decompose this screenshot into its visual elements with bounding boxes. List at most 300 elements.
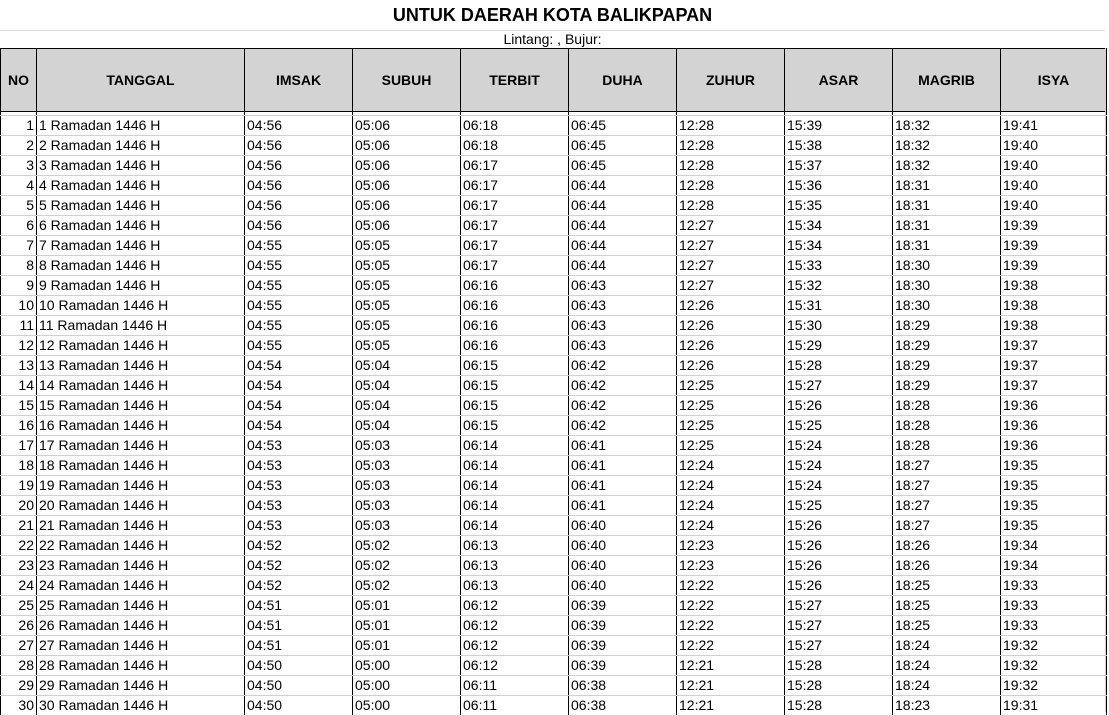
cell-no[interactable]: 14 — [1, 376, 37, 396]
cell-duha[interactable]: 06:44 — [569, 176, 677, 196]
cell-subuh[interactable]: 05:04 — [353, 416, 461, 436]
cell-isya[interactable]: 19:40 — [1001, 196, 1107, 216]
cell-duha[interactable]: 06:43 — [569, 296, 677, 316]
cell-zuhur[interactable]: 12:21 — [677, 676, 785, 696]
cell-subuh[interactable]: 05:04 — [353, 396, 461, 416]
cell-duha[interactable]: 06:38 — [569, 696, 677, 716]
cell-isya[interactable]: 19:40 — [1001, 176, 1107, 196]
cell-magrib[interactable]: 18:25 — [893, 596, 1001, 616]
cell-imsak[interactable]: 04:54 — [245, 396, 353, 416]
cell-tanggal[interactable]: 26 Ramadan 1446 H — [37, 616, 245, 636]
cell-tanggal[interactable]: 2 Ramadan 1446 H — [37, 136, 245, 156]
cell-terbit[interactable]: 06:17 — [461, 196, 569, 216]
cell-subuh[interactable]: 05:01 — [353, 596, 461, 616]
cell-zuhur[interactable]: 12:22 — [677, 636, 785, 656]
cell-magrib[interactable]: 18:31 — [893, 216, 1001, 236]
cell-subuh[interactable]: 05:04 — [353, 356, 461, 376]
cell-asar[interactable]: 15:27 — [785, 376, 893, 396]
cell-isya[interactable]: 19:32 — [1001, 656, 1107, 676]
cell-isya[interactable]: 19:38 — [1001, 296, 1107, 316]
cell-duha[interactable]: 06:41 — [569, 476, 677, 496]
cell-terbit[interactable]: 06:14 — [461, 496, 569, 516]
cell-imsak[interactable]: 04:55 — [245, 316, 353, 336]
cell-isya[interactable]: 19:32 — [1001, 676, 1107, 696]
cell-tanggal[interactable]: 30 Ramadan 1446 H — [37, 696, 245, 716]
cell-imsak[interactable]: 04:56 — [245, 196, 353, 216]
cell-imsak[interactable]: 04:53 — [245, 476, 353, 496]
cell-no[interactable]: 17 — [1, 436, 37, 456]
cell-tanggal[interactable]: 24 Ramadan 1446 H — [37, 576, 245, 596]
cell-duha[interactable]: 06:43 — [569, 316, 677, 336]
cell-tanggal[interactable]: 22 Ramadan 1446 H — [37, 536, 245, 556]
cell-asar[interactable]: 15:28 — [785, 676, 893, 696]
cell-subuh[interactable]: 05:00 — [353, 676, 461, 696]
cell-no[interactable]: 16 — [1, 416, 37, 436]
cell-terbit[interactable]: 06:13 — [461, 536, 569, 556]
header-subuh[interactable]: SUBUH — [353, 49, 461, 112]
cell-imsak[interactable]: 04:53 — [245, 516, 353, 536]
cell-terbit[interactable]: 06:18 — [461, 136, 569, 156]
cell-asar[interactable]: 15:32 — [785, 276, 893, 296]
cell-subuh[interactable]: 05:05 — [353, 296, 461, 316]
cell-tanggal[interactable]: 5 Ramadan 1446 H — [37, 196, 245, 216]
cell-duha[interactable]: 06:39 — [569, 636, 677, 656]
cell-zuhur[interactable]: 12:22 — [677, 596, 785, 616]
cell-tanggal[interactable]: 3 Ramadan 1446 H — [37, 156, 245, 176]
cell-duha[interactable]: 06:39 — [569, 596, 677, 616]
cell-tanggal[interactable]: 9 Ramadan 1446 H — [37, 276, 245, 296]
cell-subuh[interactable]: 05:01 — [353, 636, 461, 656]
cell-tanggal[interactable]: 20 Ramadan 1446 H — [37, 496, 245, 516]
cell-isya[interactable]: 19:34 — [1001, 536, 1107, 556]
cell-duha[interactable]: 06:42 — [569, 396, 677, 416]
cell-tanggal[interactable]: 28 Ramadan 1446 H — [37, 656, 245, 676]
cell-imsak[interactable]: 04:53 — [245, 456, 353, 476]
cell-subuh[interactable]: 05:03 — [353, 516, 461, 536]
cell-tanggal[interactable]: 17 Ramadan 1446 H — [37, 436, 245, 456]
cell-imsak[interactable]: 04:54 — [245, 376, 353, 396]
cell-duha[interactable]: 06:42 — [569, 416, 677, 436]
cell-magrib[interactable]: 18:27 — [893, 476, 1001, 496]
cell-imsak[interactable]: 04:50 — [245, 676, 353, 696]
cell-terbit[interactable]: 06:13 — [461, 556, 569, 576]
cell-terbit[interactable]: 06:15 — [461, 356, 569, 376]
cell-zuhur[interactable]: 12:26 — [677, 296, 785, 316]
cell-imsak[interactable]: 04:55 — [245, 296, 353, 316]
cell-tanggal[interactable]: 25 Ramadan 1446 H — [37, 596, 245, 616]
cell-terbit[interactable]: 06:17 — [461, 176, 569, 196]
cell-terbit[interactable]: 06:14 — [461, 456, 569, 476]
cell-terbit[interactable]: 06:11 — [461, 696, 569, 716]
cell-duha[interactable]: 06:42 — [569, 356, 677, 376]
cell-magrib[interactable]: 18:31 — [893, 236, 1001, 256]
cell-asar[interactable]: 15:29 — [785, 336, 893, 356]
cell-asar[interactable]: 15:34 — [785, 216, 893, 236]
cell-imsak[interactable]: 04:52 — [245, 536, 353, 556]
cell-zuhur[interactable]: 12:23 — [677, 556, 785, 576]
cell-no[interactable]: 15 — [1, 396, 37, 416]
cell-isya[interactable]: 19:36 — [1001, 396, 1107, 416]
cell-asar[interactable]: 15:39 — [785, 116, 893, 136]
cell-tanggal[interactable]: 1 Ramadan 1446 H — [37, 116, 245, 136]
cell-magrib[interactable]: 18:24 — [893, 676, 1001, 696]
cell-zuhur[interactable]: 12:27 — [677, 236, 785, 256]
cell-imsak[interactable]: 04:55 — [245, 276, 353, 296]
cell-no[interactable]: 8 — [1, 256, 37, 276]
cell-isya[interactable]: 19:37 — [1001, 356, 1107, 376]
cell-subuh[interactable]: 05:06 — [353, 136, 461, 156]
cell-imsak[interactable]: 04:51 — [245, 636, 353, 656]
cell-terbit[interactable]: 06:16 — [461, 276, 569, 296]
cell-duha[interactable]: 06:40 — [569, 536, 677, 556]
cell-zuhur[interactable]: 12:21 — [677, 656, 785, 676]
cell-asar[interactable]: 15:34 — [785, 236, 893, 256]
cell-magrib[interactable]: 18:30 — [893, 256, 1001, 276]
cell-zuhur[interactable]: 12:24 — [677, 476, 785, 496]
cell-subuh[interactable]: 05:00 — [353, 696, 461, 716]
cell-terbit[interactable]: 06:16 — [461, 316, 569, 336]
cell-duha[interactable]: 06:40 — [569, 576, 677, 596]
cell-tanggal[interactable]: 4 Ramadan 1446 H — [37, 176, 245, 196]
cell-imsak[interactable]: 04:53 — [245, 436, 353, 456]
cell-asar[interactable]: 15:24 — [785, 456, 893, 476]
cell-duha[interactable]: 06:39 — [569, 656, 677, 676]
cell-asar[interactable]: 15:37 — [785, 156, 893, 176]
cell-magrib[interactable]: 18:32 — [893, 156, 1001, 176]
cell-terbit[interactable]: 06:12 — [461, 616, 569, 636]
cell-zuhur[interactable]: 12:26 — [677, 336, 785, 356]
cell-terbit[interactable]: 06:13 — [461, 576, 569, 596]
sheet-subtitle[interactable]: Lintang: , Bujur: — [503, 31, 602, 47]
cell-tanggal[interactable]: 13 Ramadan 1446 H — [37, 356, 245, 376]
sheet-title[interactable]: UNTUK DAERAH KOTA BALIKPAPAN — [0, 0, 1105, 31]
cell-asar[interactable]: 15:26 — [785, 536, 893, 556]
cell-zuhur[interactable]: 12:25 — [677, 436, 785, 456]
header-imsak[interactable]: IMSAK — [245, 49, 353, 112]
cell-zuhur[interactable]: 12:26 — [677, 356, 785, 376]
cell-isya[interactable]: 19:38 — [1001, 316, 1107, 336]
cell-magrib[interactable]: 18:25 — [893, 616, 1001, 636]
cell-imsak[interactable]: 04:51 — [245, 596, 353, 616]
cell-magrib[interactable]: 18:30 — [893, 296, 1001, 316]
cell-tanggal[interactable]: 16 Ramadan 1446 H — [37, 416, 245, 436]
cell-duha[interactable]: 06:41 — [569, 496, 677, 516]
cell-magrib[interactable]: 18:31 — [893, 196, 1001, 216]
cell-duha[interactable]: 06:41 — [569, 436, 677, 456]
cell-asar[interactable]: 15:27 — [785, 596, 893, 616]
cell-asar[interactable]: 15:26 — [785, 576, 893, 596]
cell-no[interactable]: 1 — [1, 116, 37, 136]
cell-subuh[interactable]: 05:05 — [353, 336, 461, 356]
cell-no[interactable]: 5 — [1, 196, 37, 216]
cell-isya[interactable]: 19:33 — [1001, 596, 1107, 616]
cell-zuhur[interactable]: 12:25 — [677, 396, 785, 416]
cell-tanggal[interactable]: 15 Ramadan 1446 H — [37, 396, 245, 416]
cell-no[interactable]: 13 — [1, 356, 37, 376]
cell-magrib[interactable]: 18:29 — [893, 376, 1001, 396]
cell-isya[interactable]: 19:36 — [1001, 436, 1107, 456]
cell-magrib[interactable]: 18:29 — [893, 316, 1001, 336]
cell-duha[interactable]: 06:39 — [569, 616, 677, 636]
cell-no[interactable]: 26 — [1, 616, 37, 636]
cell-duha[interactable]: 06:45 — [569, 116, 677, 136]
cell-terbit[interactable]: 06:15 — [461, 396, 569, 416]
cell-zuhur[interactable]: 12:27 — [677, 216, 785, 236]
cell-imsak[interactable]: 04:52 — [245, 576, 353, 596]
cell-asar[interactable]: 15:31 — [785, 296, 893, 316]
cell-subuh[interactable]: 05:03 — [353, 476, 461, 496]
cell-duha[interactable]: 06:45 — [569, 136, 677, 156]
cell-tanggal[interactable]: 11 Ramadan 1446 H — [37, 316, 245, 336]
cell-terbit[interactable]: 06:16 — [461, 336, 569, 356]
cell-magrib[interactable]: 18:31 — [893, 176, 1001, 196]
cell-zuhur[interactable]: 12:28 — [677, 196, 785, 216]
cell-terbit[interactable]: 06:12 — [461, 596, 569, 616]
cell-asar[interactable]: 15:26 — [785, 516, 893, 536]
header-terbit[interactable]: TERBIT — [461, 49, 569, 112]
cell-isya[interactable]: 19:39 — [1001, 256, 1107, 276]
cell-zuhur[interactable]: 12:28 — [677, 156, 785, 176]
cell-subuh[interactable]: 05:02 — [353, 576, 461, 596]
cell-asar[interactable]: 15:28 — [785, 356, 893, 376]
cell-tanggal[interactable]: 14 Ramadan 1446 H — [37, 376, 245, 396]
cell-subuh[interactable]: 05:00 — [353, 656, 461, 676]
cell-terbit[interactable]: 06:14 — [461, 516, 569, 536]
cell-duha[interactable]: 06:44 — [569, 196, 677, 216]
cell-tanggal[interactable]: 19 Ramadan 1446 H — [37, 476, 245, 496]
cell-magrib[interactable]: 18:24 — [893, 656, 1001, 676]
cell-terbit[interactable]: 06:11 — [461, 676, 569, 696]
cell-zuhur[interactable]: 12:21 — [677, 696, 785, 716]
cell-asar[interactable]: 15:25 — [785, 496, 893, 516]
cell-subuh[interactable]: 05:06 — [353, 196, 461, 216]
cell-terbit[interactable]: 06:14 — [461, 436, 569, 456]
cell-isya[interactable]: 19:33 — [1001, 576, 1107, 596]
cell-no[interactable]: 21 — [1, 516, 37, 536]
cell-tanggal[interactable]: 27 Ramadan 1446 H — [37, 636, 245, 656]
cell-no[interactable]: 4 — [1, 176, 37, 196]
cell-magrib[interactable]: 18:29 — [893, 336, 1001, 356]
cell-asar[interactable]: 15:28 — [785, 656, 893, 676]
cell-duha[interactable]: 06:44 — [569, 256, 677, 276]
cell-magrib[interactable]: 18:28 — [893, 396, 1001, 416]
cell-asar[interactable]: 15:38 — [785, 136, 893, 156]
cell-imsak[interactable]: 04:56 — [245, 116, 353, 136]
cell-no[interactable]: 20 — [1, 496, 37, 516]
cell-tanggal[interactable]: 7 Ramadan 1446 H — [37, 236, 245, 256]
cell-no[interactable]: 9 — [1, 276, 37, 296]
cell-terbit[interactable]: 06:16 — [461, 296, 569, 316]
cell-subuh[interactable]: 05:06 — [353, 156, 461, 176]
cell-no[interactable]: 29 — [1, 676, 37, 696]
cell-isya[interactable]: 19:37 — [1001, 376, 1107, 396]
cell-terbit[interactable]: 06:18 — [461, 116, 569, 136]
cell-imsak[interactable]: 04:55 — [245, 236, 353, 256]
cell-zuhur[interactable]: 12:28 — [677, 136, 785, 156]
cell-zuhur[interactable]: 12:24 — [677, 456, 785, 476]
cell-zuhur[interactable]: 12:23 — [677, 536, 785, 556]
cell-terbit[interactable]: 06:12 — [461, 656, 569, 676]
cell-duha[interactable]: 06:43 — [569, 276, 677, 296]
cell-imsak[interactable]: 04:56 — [245, 176, 353, 196]
cell-magrib[interactable]: 18:27 — [893, 496, 1001, 516]
cell-zuhur[interactable]: 12:26 — [677, 316, 785, 336]
cell-isya[interactable]: 19:39 — [1001, 236, 1107, 256]
cell-subuh[interactable]: 05:02 — [353, 536, 461, 556]
cell-no[interactable]: 10 — [1, 296, 37, 316]
cell-asar[interactable]: 15:27 — [785, 636, 893, 656]
cell-imsak[interactable]: 04:52 — [245, 556, 353, 576]
header-no[interactable]: NO — [1, 49, 37, 112]
cell-tanggal[interactable]: 18 Ramadan 1446 H — [37, 456, 245, 476]
cell-isya[interactable]: 19:35 — [1001, 516, 1107, 536]
cell-imsak[interactable]: 04:50 — [245, 656, 353, 676]
cell-magrib[interactable]: 18:32 — [893, 136, 1001, 156]
cell-subuh[interactable]: 05:03 — [353, 436, 461, 456]
cell-duha[interactable]: 06:42 — [569, 376, 677, 396]
cell-asar[interactable]: 15:25 — [785, 416, 893, 436]
header-zuhur[interactable]: ZUHUR — [677, 49, 785, 112]
cell-magrib[interactable]: 18:24 — [893, 636, 1001, 656]
cell-no[interactable]: 25 — [1, 596, 37, 616]
cell-isya[interactable]: 19:39 — [1001, 216, 1107, 236]
cell-subuh[interactable]: 05:05 — [353, 236, 461, 256]
cell-magrib[interactable]: 18:27 — [893, 456, 1001, 476]
cell-subuh[interactable]: 05:05 — [353, 256, 461, 276]
cell-no[interactable]: 12 — [1, 336, 37, 356]
cell-zuhur[interactable]: 12:24 — [677, 516, 785, 536]
cell-isya[interactable]: 19:32 — [1001, 636, 1107, 656]
cell-terbit[interactable]: 06:14 — [461, 476, 569, 496]
cell-zuhur[interactable]: 12:27 — [677, 256, 785, 276]
cell-zuhur[interactable]: 12:27 — [677, 276, 785, 296]
cell-asar[interactable]: 15:26 — [785, 396, 893, 416]
cell-asar[interactable]: 15:24 — [785, 436, 893, 456]
cell-duha[interactable]: 06:44 — [569, 236, 677, 256]
cell-imsak[interactable]: 04:53 — [245, 496, 353, 516]
cell-zuhur[interactable]: 12:28 — [677, 116, 785, 136]
cell-imsak[interactable]: 04:50 — [245, 696, 353, 716]
cell-terbit[interactable]: 06:15 — [461, 376, 569, 396]
cell-subuh[interactable]: 05:06 — [353, 176, 461, 196]
cell-duha[interactable]: 06:40 — [569, 516, 677, 536]
cell-zuhur[interactable]: 12:28 — [677, 176, 785, 196]
cell-duha[interactable]: 06:45 — [569, 156, 677, 176]
cell-tanggal[interactable]: 29 Ramadan 1446 H — [37, 676, 245, 696]
cell-terbit[interactable]: 06:17 — [461, 156, 569, 176]
cell-magrib[interactable]: 18:23 — [893, 696, 1001, 716]
cell-terbit[interactable]: 06:15 — [461, 416, 569, 436]
cell-asar[interactable]: 15:30 — [785, 316, 893, 336]
cell-subuh[interactable]: 05:06 — [353, 216, 461, 236]
cell-tanggal[interactable]: 10 Ramadan 1446 H — [37, 296, 245, 316]
cell-magrib[interactable]: 18:27 — [893, 516, 1001, 536]
cell-no[interactable]: 22 — [1, 536, 37, 556]
cell-asar[interactable]: 15:33 — [785, 256, 893, 276]
header-tanggal[interactable]: TANGGAL — [37, 49, 245, 112]
cell-asar[interactable]: 15:28 — [785, 696, 893, 716]
cell-no[interactable]: 2 — [1, 136, 37, 156]
cell-duha[interactable]: 06:44 — [569, 216, 677, 236]
cell-no[interactable]: 6 — [1, 216, 37, 236]
cell-terbit[interactable]: 06:12 — [461, 636, 569, 656]
cell-subuh[interactable]: 05:04 — [353, 376, 461, 396]
cell-imsak[interactable]: 04:56 — [245, 156, 353, 176]
cell-magrib[interactable]: 18:26 — [893, 536, 1001, 556]
cell-isya[interactable]: 19:38 — [1001, 276, 1107, 296]
cell-imsak[interactable]: 04:56 — [245, 136, 353, 156]
cell-terbit[interactable]: 06:17 — [461, 236, 569, 256]
cell-zuhur[interactable]: 12:25 — [677, 376, 785, 396]
header-isya[interactable]: ISYA — [1001, 49, 1107, 112]
cell-zuhur[interactable]: 12:22 — [677, 616, 785, 636]
header-asar[interactable]: ASAR — [785, 49, 893, 112]
cell-isya[interactable]: 19:41 — [1001, 116, 1107, 136]
header-magrib[interactable]: MAGRIB — [893, 49, 1001, 112]
cell-tanggal[interactable]: 6 Ramadan 1446 H — [37, 216, 245, 236]
cell-no[interactable]: 30 — [1, 696, 37, 716]
cell-tanggal[interactable]: 8 Ramadan 1446 H — [37, 256, 245, 276]
cell-imsak[interactable]: 04:51 — [245, 616, 353, 636]
cell-no[interactable]: 27 — [1, 636, 37, 656]
cell-duha[interactable]: 06:40 — [569, 556, 677, 576]
cell-zuhur[interactable]: 12:25 — [677, 416, 785, 436]
cell-asar[interactable]: 15:36 — [785, 176, 893, 196]
cell-subuh[interactable]: 05:05 — [353, 276, 461, 296]
cell-imsak[interactable]: 04:54 — [245, 356, 353, 376]
cell-magrib[interactable]: 18:29 — [893, 356, 1001, 376]
cell-imsak[interactable]: 04:55 — [245, 256, 353, 276]
cell-no[interactable]: 11 — [1, 316, 37, 336]
cell-terbit[interactable]: 06:17 — [461, 216, 569, 236]
cell-duha[interactable]: 06:43 — [569, 336, 677, 356]
cell-subuh[interactable]: 05:06 — [353, 116, 461, 136]
cell-subuh[interactable]: 05:03 — [353, 456, 461, 476]
cell-no[interactable]: 3 — [1, 156, 37, 176]
cell-asar[interactable]: 15:27 — [785, 616, 893, 636]
cell-no[interactable]: 18 — [1, 456, 37, 476]
cell-subuh[interactable]: 05:03 — [353, 496, 461, 516]
cell-no[interactable]: 24 — [1, 576, 37, 596]
cell-imsak[interactable]: 04:54 — [245, 416, 353, 436]
cell-magrib[interactable]: 18:28 — [893, 436, 1001, 456]
cell-no[interactable]: 19 — [1, 476, 37, 496]
cell-isya[interactable]: 19:34 — [1001, 556, 1107, 576]
cell-no[interactable]: 7 — [1, 236, 37, 256]
cell-magrib[interactable]: 18:30 — [893, 276, 1001, 296]
header-duha[interactable]: DUHA — [569, 49, 677, 112]
cell-imsak[interactable]: 04:56 — [245, 216, 353, 236]
cell-subuh[interactable]: 05:01 — [353, 616, 461, 636]
cell-no[interactable]: 23 — [1, 556, 37, 576]
cell-tanggal[interactable]: 21 Ramadan 1446 H — [37, 516, 245, 536]
cell-isya[interactable]: 19:36 — [1001, 416, 1107, 436]
cell-subuh[interactable]: 05:05 — [353, 316, 461, 336]
cell-zuhur[interactable]: 12:22 — [677, 576, 785, 596]
cell-magrib[interactable]: 18:32 — [893, 116, 1001, 136]
cell-asar[interactable]: 15:35 — [785, 196, 893, 216]
cell-duha[interactable]: 06:41 — [569, 456, 677, 476]
cell-isya[interactable]: 19:40 — [1001, 156, 1107, 176]
cell-duha[interactable]: 06:38 — [569, 676, 677, 696]
cell-terbit[interactable]: 06:17 — [461, 256, 569, 276]
cell-imsak[interactable]: 04:55 — [245, 336, 353, 356]
cell-isya[interactable]: 19:35 — [1001, 476, 1107, 496]
cell-zuhur[interactable]: 12:24 — [677, 496, 785, 516]
cell-isya[interactable]: 19:37 — [1001, 336, 1107, 356]
cell-tanggal[interactable]: 23 Ramadan 1446 H — [37, 556, 245, 576]
cell-asar[interactable]: 15:26 — [785, 556, 893, 576]
